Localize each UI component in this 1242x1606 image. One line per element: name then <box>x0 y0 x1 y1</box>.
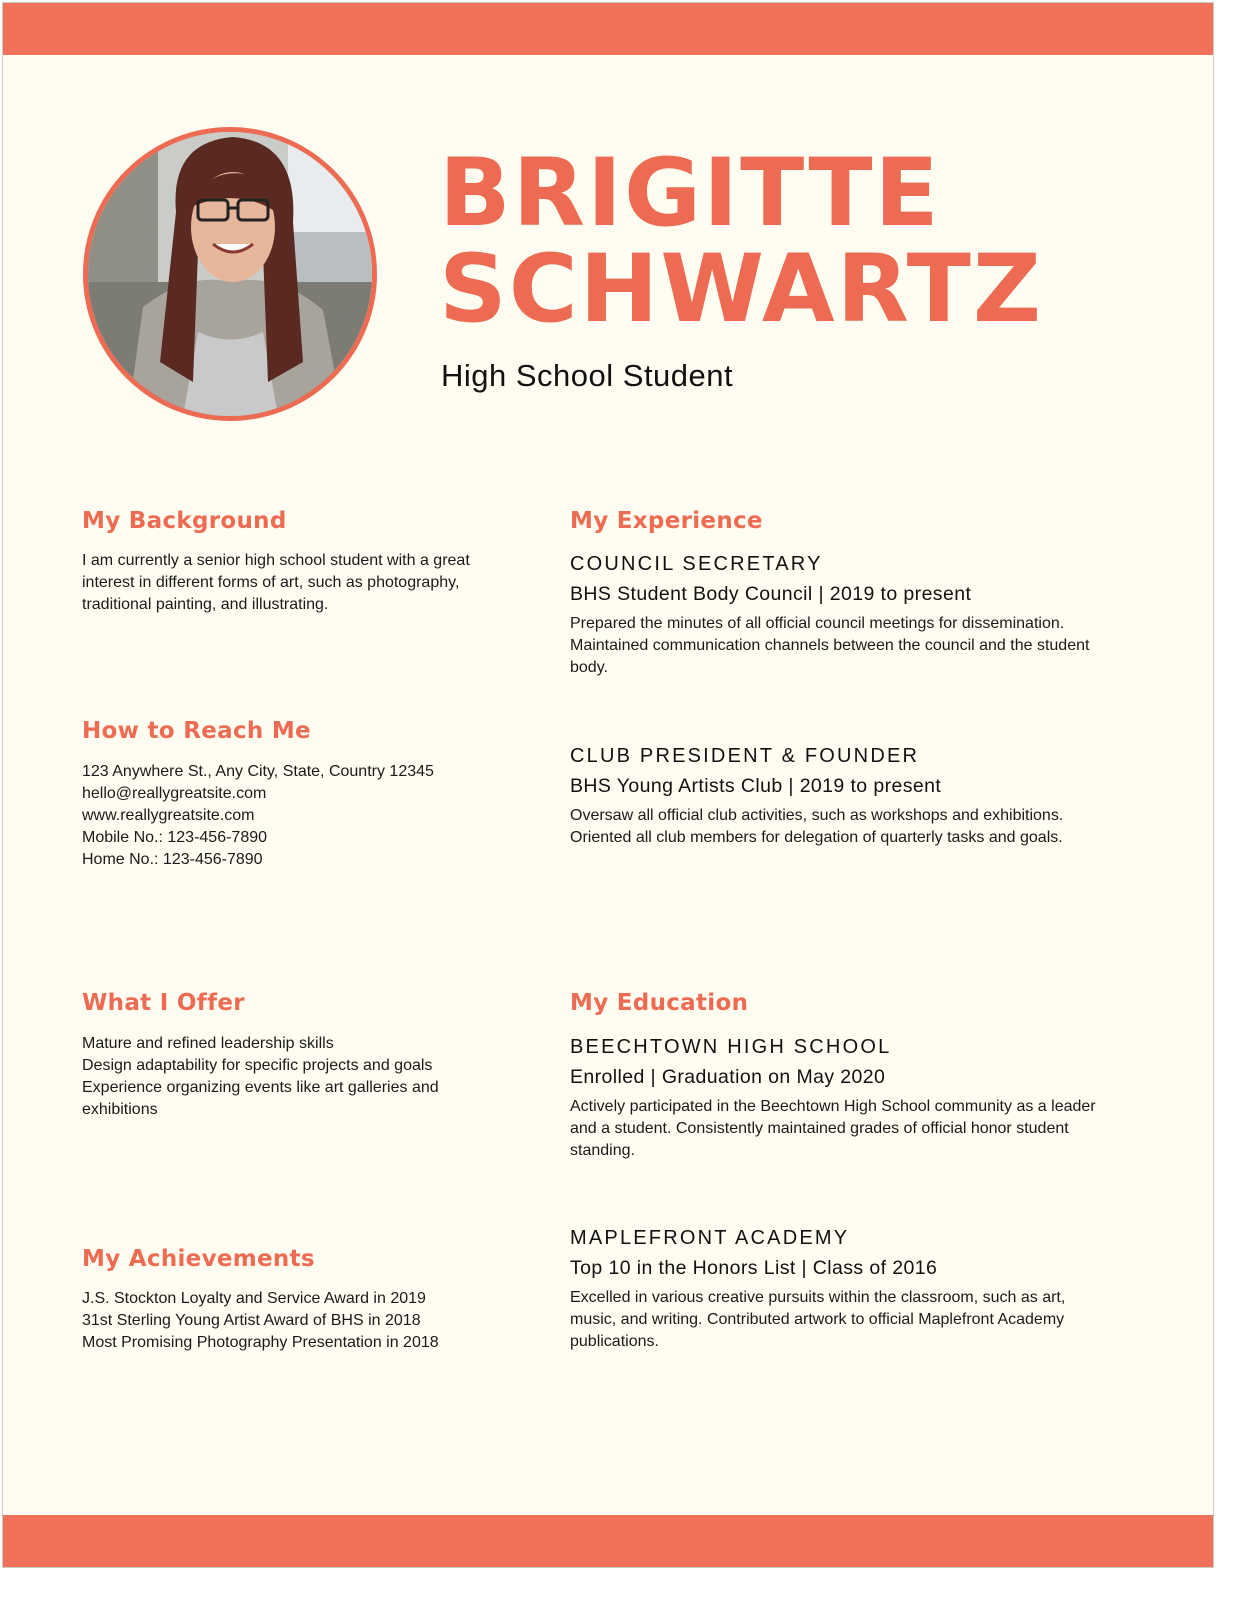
education-line: standing. <box>570 1142 635 1159</box>
background-heading: My Background <box>82 508 287 534</box>
education-school: MAPLEFRONT ACADEMY <box>570 1227 850 1249</box>
offer-line: Mature and refined leadership skills <box>82 1035 334 1052</box>
contact-mobile: Mobile No.: 123-456-7890 <box>82 829 268 846</box>
contact-list <box>82 761 522 871</box>
experience-org: BHS Student Body Council | 2019 to present <box>570 583 972 605</box>
offer-list <box>82 1033 522 1121</box>
experience-heading: My Experience <box>570 508 763 534</box>
education-school: BEECHTOWN HIGH SCHOOL <box>570 1036 892 1058</box>
bottom-accent-band <box>3 1515 1213 1567</box>
background-text <box>82 550 522 616</box>
experience-description <box>570 805 1130 849</box>
experience-org: BHS Young Artists Club | 2019 to present <box>570 775 942 797</box>
education-heading: My Education <box>570 990 749 1016</box>
top-accent-band <box>3 3 1213 55</box>
experience-description <box>570 613 1130 679</box>
education-line: and a student. Consistently maintained grades of official honor student <box>570 1120 1069 1137</box>
last-name: SCHWARTZ <box>439 235 1044 344</box>
education-line: Excelled in various creative pursuits within the classroom, such as art, <box>570 1289 1066 1306</box>
offer-line: Experience organizing events like art galleries and <box>82 1079 439 1096</box>
experience-line: Prepared the minutes of all official council meetings for dissemination. <box>570 615 1065 632</box>
education-detail: Enrolled | Graduation on May 2020 <box>570 1066 886 1088</box>
experience-role: CLUB PRESIDENT & FOUNDER <box>570 745 920 767</box>
achievements-list <box>82 1288 522 1354</box>
background-line: traditional painting, and illustrating. <box>82 596 329 613</box>
education-line: Actively participated in the Beechtown High School community as a leader <box>570 1098 1096 1115</box>
contact-email: hello@reallygreatsite.com <box>82 785 267 802</box>
education-line: publications. <box>570 1333 659 1350</box>
education-description <box>570 1096 1130 1162</box>
experience-line: Oversaw all official club activities, such as workshops and exhibitions. <box>570 807 1064 824</box>
achievement-line: Most Promising Photography Presentation in 2018 <box>82 1334 439 1351</box>
education-line: music, and writing. Contributed artwork to official Maplefront Academy <box>570 1311 1065 1328</box>
first-name: BRIGITTE <box>439 139 941 248</box>
background-line: I am currently a senior high school student with a great <box>82 552 470 569</box>
achievements-heading: My Achievements <box>82 1246 315 1272</box>
experience-line: Oriented all club members for delegation of quarterly tasks and goals. <box>570 829 1063 846</box>
experience-line: Maintained communication channels between the council and the student <box>570 637 1090 654</box>
achievement-line: 31st Sterling Young Artist Award of BHS in 2018 <box>82 1312 421 1329</box>
resume-page <box>2 2 1214 1568</box>
contact-website: www.reallygreatsite.com <box>82 807 255 824</box>
offer-line: Design adaptability for specific projects and goals <box>82 1057 433 1074</box>
offer-line: exhibitions <box>82 1101 158 1118</box>
profile-photo-illustration <box>88 132 372 416</box>
background-line: interest in different forms of art, such as photography, <box>82 574 460 591</box>
offer-heading: What I Offer <box>82 990 245 1016</box>
experience-role: COUNCIL SECRETARY <box>570 553 823 575</box>
achievement-line: J.S. Stockton Loyalty and Service Award in 2019 <box>82 1290 426 1307</box>
role-title: High School Student <box>441 358 734 393</box>
education-detail: Top 10 in the Honors List | Class of 2016 <box>570 1257 938 1279</box>
contact-address: 123 Anywhere St., Any City, State, Country 12345 <box>82 763 434 780</box>
contact-heading: How to Reach Me <box>82 718 311 744</box>
contact-home: Home No.: 123-456-7890 <box>82 851 263 868</box>
experience-line: body. <box>570 659 608 676</box>
profile-photo <box>83 127 377 421</box>
education-description <box>570 1287 1130 1353</box>
